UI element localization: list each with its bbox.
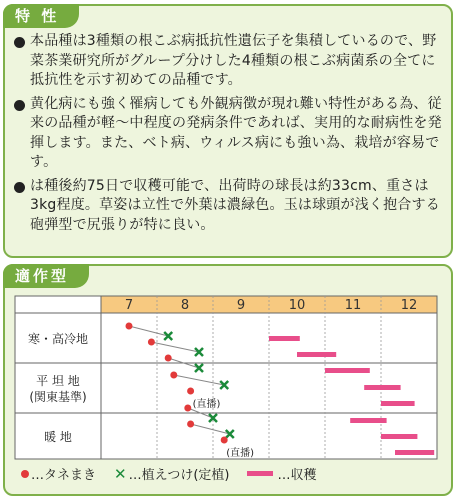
region-label: 平 坦 地 (36, 374, 80, 388)
region-label: (関東基準) (29, 390, 87, 404)
month-label: 10 (288, 298, 306, 313)
sow-point (165, 355, 172, 362)
harvest-bar (269, 336, 300, 341)
features-list (14, 32, 448, 239)
sow-point (187, 421, 194, 428)
features-panel (3, 4, 453, 258)
month-label: 9 (236, 298, 246, 313)
harvest-bar-icon (247, 471, 273, 476)
harvest-bar (364, 385, 400, 390)
schedule-chart (5, 266, 451, 494)
legend (21, 464, 335, 483)
region-label: 暖 地 (44, 430, 72, 444)
month-label: 12 (400, 298, 418, 313)
schedule-title: 適作型 (3, 264, 89, 288)
harvest-bar (381, 434, 417, 439)
feature-text: 黄化病にも強く罹病しても外観病徴が現れ難い特性がある為、従来の品種が軽〜中程度の発病条件であれば、実用的な耐病性を発揮します。また、ベト病、ウィルス病にも強い為、栽培が容易です。 (30, 95, 442, 170)
direct-sow-label: (直播) (192, 399, 221, 410)
plant-x-icon: ✕ (114, 464, 127, 483)
sow-point (187, 388, 194, 395)
legend-plant-label: …植えつけ(定植) (128, 468, 230, 483)
direct-sow-label: (直播) (226, 448, 255, 459)
month-label: 11 (344, 298, 362, 313)
region-label: 寒・高冷地 (27, 332, 89, 346)
harvest-bar (395, 450, 434, 455)
legend-plant (114, 464, 229, 483)
sow-point (184, 405, 191, 412)
bullet-icon (14, 37, 25, 48)
legend-harvest-label: …収穫 (277, 468, 317, 483)
schedule-panel (3, 264, 453, 496)
feature-text: 本品種は3種類の根こぶ病抵抗性遺伝子を集積しているので、野菜茶業研究所がグループ分けした4種類の根こぶ病菌系の全てに抵抗性を示す初めての品種です。 (30, 33, 437, 88)
feature-item (14, 95, 448, 173)
harvest-bar (325, 368, 370, 373)
harvest-bar (381, 401, 415, 406)
sow-point (170, 372, 177, 379)
harvest-bar (297, 352, 336, 357)
legend-sow (21, 464, 96, 483)
region-cell (15, 363, 101, 413)
month-label: 8 (180, 298, 190, 313)
feature-item (14, 177, 448, 236)
bullet-icon (14, 182, 25, 193)
month-label: 7 (124, 298, 134, 313)
sow-dot-icon (21, 470, 29, 478)
feature-item (14, 32, 448, 91)
harvest-bar (350, 418, 386, 423)
bullet-icon (14, 100, 25, 111)
features-title: 特 性 (3, 4, 79, 28)
sow-point (126, 323, 133, 330)
sow-point (148, 339, 155, 346)
legend-harvest (247, 464, 316, 483)
header-corner-cell (15, 296, 101, 313)
feature-text: は種後約75日で収穫可能で、出荷時の球長は約33cm、重さは3kg程度。草姿は立性で外葉は濃緑色。玉は球頭が浅く抱合する砲弾型で尻張りが特に良い。 (30, 177, 440, 233)
legend-sow-label: …タネまき (31, 468, 97, 483)
sow-point (221, 437, 228, 444)
